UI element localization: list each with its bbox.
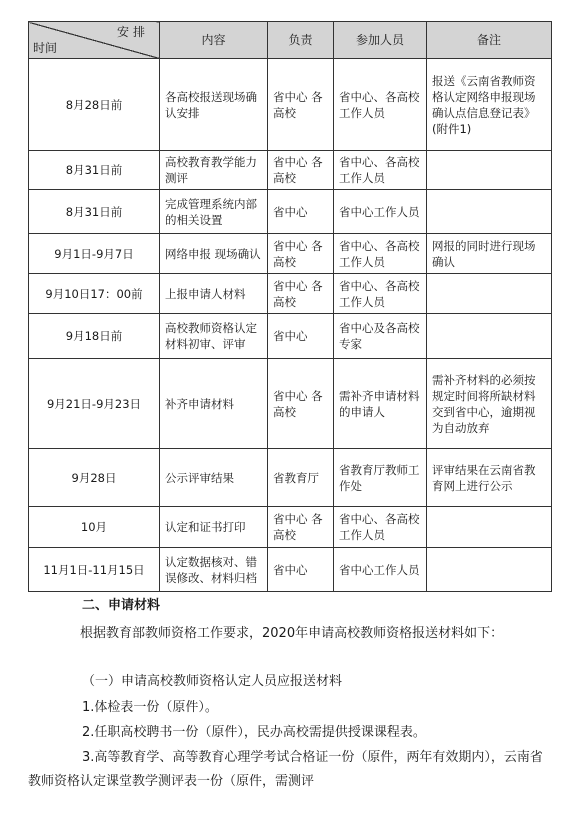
- list-item: 3.高等教育学、高等教育心理学考试合格证一份（原件，两年有效期内），云南省教师资格认定课堂教学测评表一份（原件，需测评: [28, 750, 543, 789]
- table-row: [29, 449, 552, 507]
- header-content: 内容: [160, 22, 268, 59]
- section-heading: 二、申请材料: [82, 598, 161, 613]
- cell-time: 9月21日-9月23日: [29, 359, 160, 449]
- cell-responsible: 省中心: [268, 548, 334, 592]
- cell-notes: [427, 274, 552, 314]
- cell-notes: 报送《云南省教师资格认定网络申报现场确认点信息登记表》(附件1): [427, 59, 552, 151]
- table-row: [29, 548, 552, 592]
- cell-responsible: 省中心 各高校: [268, 151, 334, 190]
- cell-responsible: 省中心: [268, 190, 334, 234]
- cell-responsible: 省中心 各高校: [268, 234, 334, 274]
- cell-time: 10月: [29, 507, 160, 548]
- cell-time: 9月18日前: [29, 314, 160, 359]
- cell-notes: [427, 190, 552, 234]
- cell-notes: [427, 548, 552, 592]
- header-participants: 参加人员: [334, 22, 427, 59]
- cell-participants: 省中心、各高校工作人员: [334, 59, 427, 151]
- cell-participants: 省教育厅教师工作处: [334, 449, 427, 507]
- intro-paragraph: 根据教育部教师资格工作要求，2020年申请高校教师资格报送材料如下：: [80, 626, 504, 641]
- header-notes: 备注: [427, 22, 552, 59]
- cell-responsible: 省中心 各高校: [268, 59, 334, 151]
- subheading: （一）申请高校教师资格认定人员应报送材料: [82, 674, 343, 689]
- cell-responsible: 省中心 各高校: [268, 359, 334, 449]
- cell-participants: 省中心及各高校专家: [334, 314, 427, 359]
- cell-content: 上报申请人材料: [160, 274, 268, 314]
- table-row: [29, 59, 552, 151]
- cell-notes: 需补齐材料的必须按规定时间将所缺材料交到省中心，逾期视为自动放弃: [427, 359, 552, 449]
- header-time: 时间: [33, 41, 58, 55]
- cell-participants: 需补齐申请材料的申请人: [334, 359, 427, 449]
- table-row: [29, 190, 552, 234]
- table-row: [29, 234, 552, 274]
- cell-time: 8月31日前: [29, 151, 160, 190]
- cell-notes: 评审结果在云南省教育网上进行公示: [427, 449, 552, 507]
- cell-responsible: 省教育厅: [268, 449, 334, 507]
- cell-notes: [427, 151, 552, 190]
- cell-time: 8月28日前: [29, 59, 160, 151]
- header-diagonal-cell: [29, 22, 160, 59]
- cell-content: 认定数据核对、错误修改、材料归档: [160, 548, 268, 592]
- cell-content: 网络申报 现场确认: [160, 234, 268, 274]
- cell-responsible: 省中心 各高校: [268, 274, 334, 314]
- table-header-row: [29, 22, 552, 59]
- cell-time: 8月31日前: [29, 190, 160, 234]
- cell-participants: 省中心、各高校工作人员: [334, 507, 427, 548]
- cell-time: 9月28日: [29, 449, 160, 507]
- cell-participants: 省中心工作人员: [334, 548, 427, 592]
- cell-participants: 省中心工作人员: [334, 190, 427, 234]
- cell-notes: 网报的同时进行现场确认: [427, 234, 552, 274]
- cell-content: 高校教育教学能力测评: [160, 151, 268, 190]
- cell-time: 9月10日17：00前: [29, 274, 160, 314]
- table-row: [29, 151, 552, 190]
- cell-participants: 省中心、各高校工作人员: [334, 274, 427, 314]
- cell-content: 认定和证书打印: [160, 507, 268, 548]
- list-item: 2.任职高校聘书一份（原件），民办高校需提供授课课程表。: [82, 725, 426, 740]
- cell-content: 高校教师资格认定材料初审、评审: [160, 314, 268, 359]
- table-row: [29, 507, 552, 548]
- cell-content: 补齐申请材料: [160, 359, 268, 449]
- header-arrange: 安排: [116, 25, 149, 39]
- table-row: [29, 314, 552, 359]
- table-row: [29, 359, 552, 449]
- cell-time: 11月1日-11月15日: [29, 548, 160, 592]
- cell-responsible: 省中心: [268, 314, 334, 359]
- cell-responsible: 省中心 各高校: [268, 507, 334, 548]
- cell-participants: 省中心、各高校工作人员: [334, 151, 427, 190]
- list-item: 1.体检表一份（原件）。: [82, 700, 218, 715]
- cell-content: 完成管理系统内部的相关设置: [160, 190, 268, 234]
- cell-time: 9月1日-9月7日: [29, 234, 160, 274]
- cell-content: 公示评审结果: [160, 449, 268, 507]
- cell-participants: 省中心、各高校工作人员: [334, 234, 427, 274]
- cell-content: 各高校报送现场确认安排: [160, 59, 268, 151]
- table-row: [29, 274, 552, 314]
- schedule-table: [28, 21, 552, 592]
- cell-notes: [427, 314, 552, 359]
- cell-notes: [427, 507, 552, 548]
- header-responsible: 负责: [268, 22, 334, 59]
